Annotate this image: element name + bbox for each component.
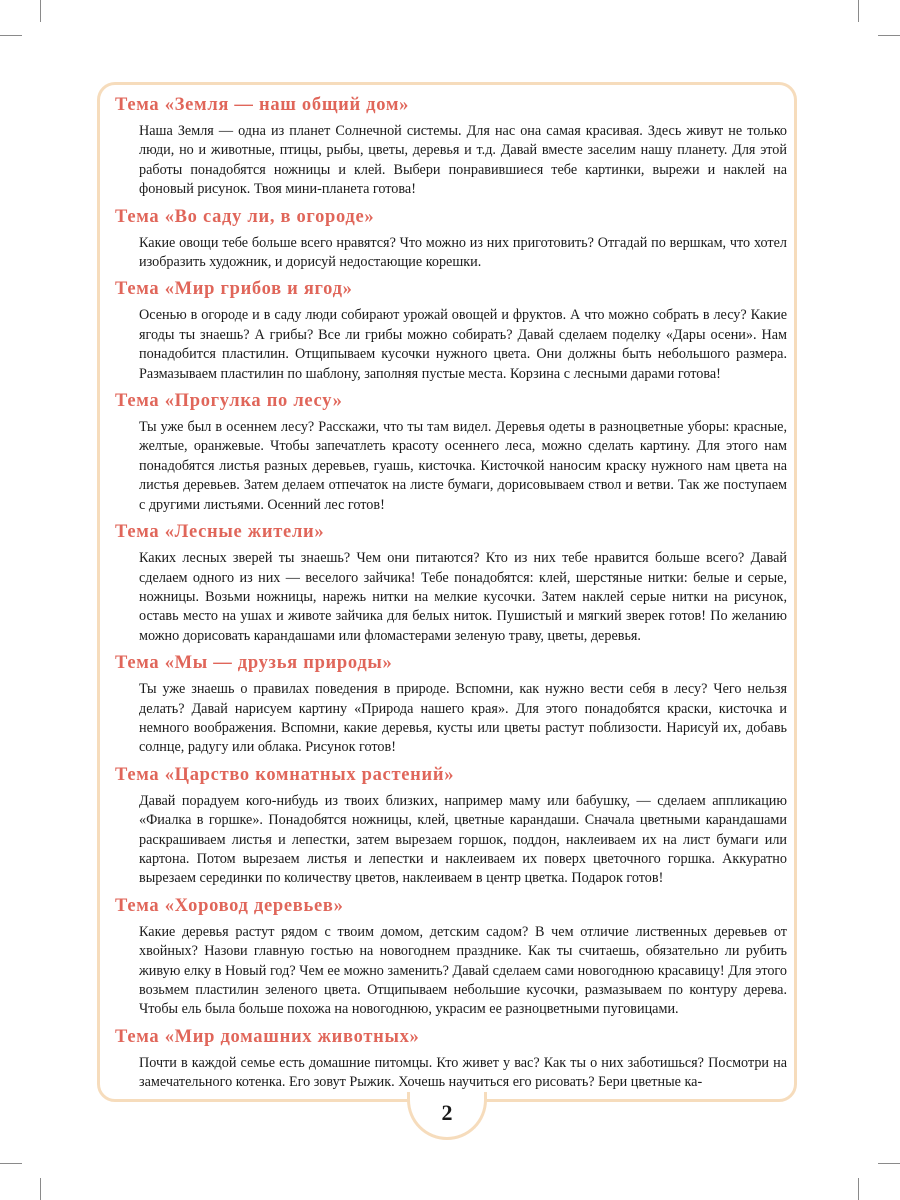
section-title: Тема «Земля — наш общий дом»: [115, 95, 410, 115]
crop-mark: [0, 1163, 22, 1164]
crop-mark: [878, 35, 900, 36]
section-title: Тема «Царство комнатных растений»: [115, 764, 455, 785]
section-forest-walk: [115, 390, 787, 515]
section-text: Каких лесных зверей ты знаешь? Чем они питаются? Кто из них тебе нравится больше всего? Давай сделаем одного из них — веселого зайчика! Тебе понадобятся: клей, шерстяные нитки: белые и серые, ножницы. Возьми ножницы, нарежь нитки на мелкие кусочки. Затем наклей серые нитки на рисунок, оставь место на ушах и животе зайчика для белых ниток. Пушистый и мягкий зверек готов! По желанию можно дорисовать карандашами или фломастерами зеленую траву, цветы, деревья.: [139, 550, 787, 644]
section-title: Тема «Во саду ли, в огороде»: [115, 206, 375, 227]
section-forest-animals: [115, 521, 787, 646]
crop-mark: [0, 35, 22, 36]
section-nature-friends: [115, 652, 787, 758]
section-text: Давай порадуем кого-нибудь из твоих близких, например маму или бабушку, — сделаем аппликацию «Фиалка в горшке». Понадобятся ножницы, клей, цветные карандаши. Сначала цветными карандашами раскрашиваем листья и лепестки, затем вырезаем горшок, поддон, наклеиваем их на лист бумаги или картона. Потом вырезаем листья и лепестки и наклеиваем их поверх цветочного горшка. Аккуратно вырезаем серединки по количеству цветов, наклеиваем в центр цветка. Подарок готов!: [139, 792, 787, 887]
section-text: Ты уже знаешь о правилах поведения в природе. Вспомни, как нужно вести себя в лесу? Чего нельзя делать? Давай нарисуем картину «Природа нашего края». Для этого понадобятся краски, кисточка и немного воображения. Вспомни, какие деревья, кусты или цветы растут поблизости. Нарисуй их, добавь солнце, радугу или облака. Рисунок готов!: [139, 681, 787, 756]
section-title: Тема «Мир домашних животных»: [115, 1026, 420, 1047]
crop-mark: [40, 1178, 41, 1200]
crop-mark: [40, 0, 41, 22]
section-title: Тема «Лесные жители»: [115, 522, 325, 543]
page-number: 2: [441, 1100, 453, 1125]
section-text: Какие овощи тебе больше всего нравятся? Что можно из них приготовить? Отгадай по вершкам, что хотел изобразить художник, и дорисуй недостающие корешки.: [139, 234, 787, 271]
section-text: Почти в каждой семье есть домашние питомцы. Кто живет у вас? Как ты о них заботишься? Посмотри на замечательного котенка. Его зовут Рыжик. Хочешь научиться его рисовать? Бери цветные ка-: [139, 1054, 787, 1091]
crop-mark: [858, 1178, 859, 1200]
section-trees: [115, 895, 787, 1020]
section-text: Какие деревья растут рядом с твоим домом, детским садом? В чем отличие лиственных деревьев от хвойных? Назови главную гостью на новогоднем празднике. Как ты считаешь, обязательно ли рубить живую елку в Новый год? Чем ее можно заменить? Давай сделаем сами новогоднюю красавицу! Для этого возьмем пластилин зеленого цвета. Отщипываем небольшие кусочки, размазываем по контуру дерева. Чтобы ель была больше похожа на новогоднюю, украсим ее разноцветными пуговицами.: [139, 923, 787, 1018]
crop-mark: [878, 1163, 900, 1164]
section-houseplants: [115, 764, 787, 889]
section-garden: [115, 206, 787, 273]
section-text: Осенью в огороде и в саду люди собирают урожай овощей и фруктов. А что можно собрать в лесу? Какие ягоды ты знаешь? А грибы? Все ли грибы можно собирать? Давай сделаем поделку «Дары осени». Нам понадобится пластилин. Отщипываем кусочки нужного цвета. Они должны быть небольшого размера. Размазываем пластилин по шаблону, заполняя пустые места. Корзина с лесными дарами готова!: [139, 307, 787, 382]
section-title: Тема «Хоровод деревьев»: [115, 895, 344, 916]
section-pets: [115, 1026, 787, 1093]
section-mushrooms-berries: [115, 278, 787, 384]
section-title: Тема «Мы — друзья природы»: [115, 653, 393, 674]
section-text: Ты уже был в осеннем лесу? Расскажи, что ты там видел. Деревья одеты в разноцветные уборы: красные, желтые, оранжевые. Чтобы запечатлеть красоту осеннего леса, можно сделать картину. Для этого нам понадобятся листья разных деревьев, гуашь, кисточка. Кисточкой наносим краску нужного нам цвета на листья деревьев. Затем делаем отпечаток на листе бумаги, дорисовываем ствол и ветви. Так же поступаем с другими листьями. Осенний лес готов!: [139, 419, 787, 513]
section-title: Тема «Мир грибов и ягод»: [115, 279, 353, 300]
section-text: Наша Земля — одна из планет Солнечной системы. Для нас она самая красивая. Здесь живут не только люди, но и животные, птицы, рыбы, цветы, деревья и т.д. Давай вместе заселим нашу планету. Для этой работы понадобятся ножницы и клей. Выбери понравившиеся тебе картинки, вырежи и наклей на фоновый рисунок. Твоя мини-планета готова!: [139, 123, 787, 198]
section-earth: [115, 94, 787, 200]
page-content: [115, 94, 787, 1099]
crop-mark: [858, 0, 859, 22]
section-title: Тема «Прогулка по лесу»: [115, 391, 343, 412]
